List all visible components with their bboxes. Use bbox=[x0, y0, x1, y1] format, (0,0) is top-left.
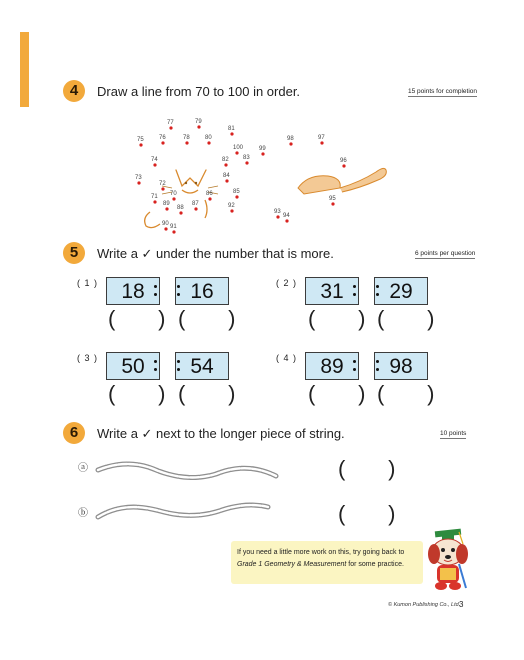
copyright-text: © Kumon Publishing Co., Ltd. bbox=[388, 602, 461, 608]
dot-label-82: 82 bbox=[222, 157, 229, 163]
mascot-graduate-illustration bbox=[425, 528, 473, 594]
pair-2-label: ( 2 ) bbox=[276, 278, 298, 288]
dot-label-75: 75 bbox=[137, 137, 144, 143]
question-6-points: 10 points bbox=[440, 430, 467, 437]
dot-label-81: 81 bbox=[228, 126, 235, 132]
pair-2-answer-b[interactable]: ( ) bbox=[377, 306, 435, 331]
pair-4-number-a: 89 bbox=[305, 352, 359, 380]
dot-label-92: 92 bbox=[228, 203, 235, 209]
dot-label-71: 71 bbox=[151, 194, 158, 200]
option-a-answer[interactable]: ( ) bbox=[338, 456, 396, 481]
dot-label-94: 94 bbox=[283, 213, 290, 219]
hint-text-line1: If you need a little more work on this, try going back to bbox=[237, 549, 405, 556]
dot-label-90: 90 bbox=[162, 221, 169, 227]
question-6-instruction: Write a ✓ next to the longer piece of string. bbox=[97, 426, 345, 441]
dot-label-100: 100 bbox=[233, 145, 244, 151]
question-number-6: 6 bbox=[63, 422, 85, 444]
hint-book-title: Grade 1 Geometry & Measurement bbox=[237, 561, 347, 568]
pair-1-answer-a[interactable]: ( ) bbox=[108, 306, 166, 331]
dot-label-96: 96 bbox=[340, 158, 347, 164]
dot-label-76: 76 bbox=[159, 135, 166, 141]
question-number-4: 4 bbox=[63, 80, 85, 102]
option-b-label: ⓑ bbox=[78, 508, 89, 519]
dot-label-86: 86 bbox=[206, 191, 213, 197]
pair-1-label: ( 1 ) bbox=[77, 278, 99, 288]
pair-2-number-b: 29 bbox=[374, 277, 428, 305]
pair-1-number-a: 18 bbox=[106, 277, 160, 305]
question-5-instruction: Write a ✓ under the number that is more. bbox=[97, 246, 334, 261]
pair-1-answer-b[interactable]: ( ) bbox=[178, 306, 236, 331]
question-4-points: 15 points for completion bbox=[408, 88, 478, 95]
pair-1-number-b: 16 bbox=[175, 277, 229, 305]
pair-3-answer-b[interactable]: ( ) bbox=[178, 381, 236, 406]
string-a bbox=[98, 464, 276, 477]
dot-label-77: 77 bbox=[167, 120, 174, 126]
dot-label-95: 95 bbox=[329, 196, 336, 202]
pair-3-number-b: 54 bbox=[175, 352, 229, 380]
page-number: 3 bbox=[459, 600, 464, 609]
dot-label-79: 79 bbox=[195, 119, 202, 125]
pair-4-answer-a[interactable]: ( ) bbox=[308, 381, 366, 406]
dot-label-87: 87 bbox=[192, 201, 199, 207]
dot-label-84: 84 bbox=[223, 173, 230, 179]
pair-4-label: ( 4 ) bbox=[276, 353, 298, 363]
pair-3-answer-a[interactable]: ( ) bbox=[108, 381, 166, 406]
option-a-label: ⓐ bbox=[78, 463, 89, 474]
dot-label-85: 85 bbox=[233, 189, 240, 195]
question-number-5: 5 bbox=[63, 242, 85, 264]
dot-label-80: 80 bbox=[205, 135, 212, 141]
dot-label-74: 74 bbox=[151, 157, 158, 163]
pair-2-answer-a[interactable]: ( ) bbox=[308, 306, 366, 331]
pair-4-answer-b[interactable]: ( ) bbox=[377, 381, 435, 406]
dot-label-93: 93 bbox=[274, 209, 281, 215]
hint-text-line2: for some practice. bbox=[346, 561, 404, 568]
question-4-instruction: Draw a line from 70 to 100 in order. bbox=[97, 84, 301, 99]
dot-label-70: 70 bbox=[170, 191, 177, 197]
dot-label-72: 72 bbox=[159, 181, 166, 187]
dot-label-73: 73 bbox=[135, 175, 142, 181]
dot-label-89: 89 bbox=[163, 201, 170, 207]
hint-box bbox=[231, 541, 423, 584]
option-b-answer[interactable]: ( ) bbox=[338, 501, 396, 526]
dot-label-83: 83 bbox=[243, 155, 250, 161]
dot-label-78: 78 bbox=[183, 135, 190, 141]
pair-4-number-b: 98 bbox=[374, 352, 428, 380]
dot-label-88: 88 bbox=[177, 205, 184, 211]
dot-label-98: 98 bbox=[287, 136, 294, 142]
pair-2-number-a: 31 bbox=[305, 277, 359, 305]
dot-label-97: 97 bbox=[318, 135, 325, 141]
pair-3-label: ( 3 ) bbox=[77, 353, 99, 363]
question-5-points: 6 points per question bbox=[415, 250, 476, 257]
dot-label-91: 91 bbox=[170, 224, 177, 230]
dot-label-99: 99 bbox=[259, 146, 266, 152]
pair-3-number-a: 50 bbox=[106, 352, 160, 380]
